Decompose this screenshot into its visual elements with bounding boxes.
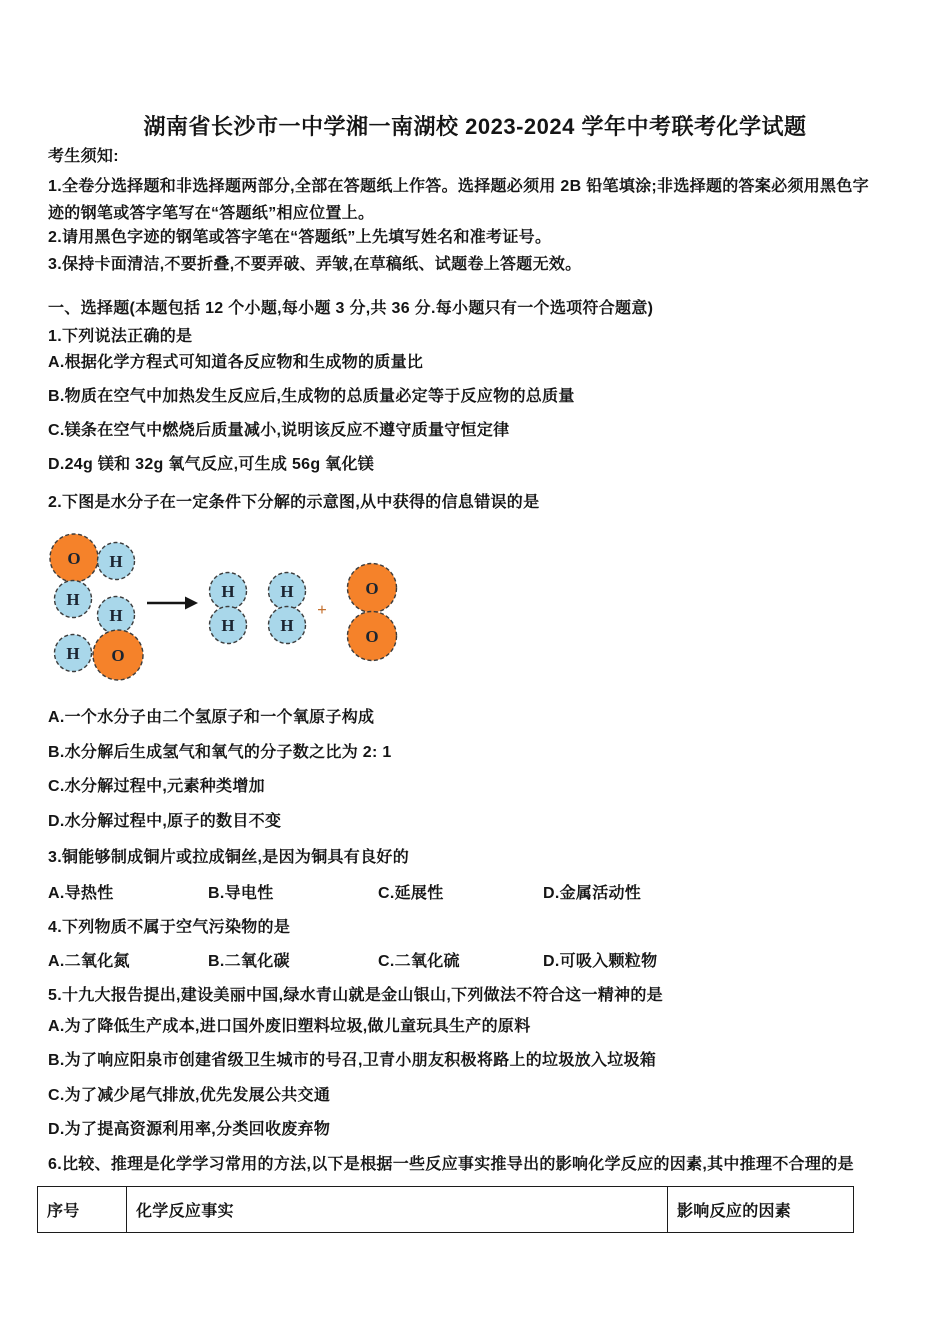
- question-1-option-b: B.物质在空气中加热发生反应后,生成物的总质量必定等于反应物的总质量: [48, 388, 575, 405]
- question-6-table: [37, 1186, 854, 1233]
- question-3-option-a: A.导热性: [48, 885, 114, 902]
- question-3-options-row: [48, 883, 908, 905]
- plus-sign: +: [317, 599, 327, 619]
- svg-text:H: H: [66, 643, 80, 663]
- question-5-option-b: B.为了响应阳泉市创建省级卫生城市的号召,卫青小朋友积极将路上的垃圾放入垃圾箱: [48, 1052, 657, 1069]
- question-5-stem: 5.十九大报告提出,建设美丽中国,绿水青山就是金山银山,下列做法不符合这一精神的是: [48, 987, 663, 1004]
- oxygen-atom: [50, 534, 98, 582]
- table-header-factor: 影响反应的因素: [668, 1187, 854, 1233]
- question-2-option-a: A.一个水分子由二个氢原子和一个氧原子构成: [48, 709, 375, 726]
- svg-text:O: O: [365, 578, 379, 598]
- molecule-diagram-svg: [40, 520, 410, 690]
- question-4-options-row: [48, 951, 908, 973]
- notice-item-1: 1.全卷分选择题和非选择题两部分,全部在答题纸上作答。选择题必须用 2B 铅笔填涂;非选择题的答案必须用黑色字迹的钢笔或答字笔写在“答题纸”相应位置上。: [48, 178, 869, 222]
- oxygen-atom: [348, 612, 397, 661]
- svg-text:H: H: [109, 551, 123, 571]
- question-1-option-d: D.24g 镁和 32g 氧气反应,可生成 56g 氧化镁: [48, 456, 375, 473]
- svg-text:H: H: [66, 589, 80, 609]
- svg-text:O: O: [111, 645, 125, 665]
- question-5-option-c: C.为了减少尾气排放,优先发展公共交通: [48, 1087, 331, 1104]
- question-4-option-d: D.可吸入颗粒物: [543, 953, 658, 970]
- svg-text:O: O: [67, 548, 81, 568]
- svg-text:H: H: [221, 581, 235, 601]
- hydrogen-atom: [269, 607, 306, 644]
- table-header-number: 序号: [38, 1187, 127, 1233]
- svg-text:O: O: [365, 626, 379, 646]
- oxygen-atom: [348, 564, 397, 613]
- question-6-stem: 6.比较、推理是化学学习常用的方法,以下是根据一些反应事实推导出的影响化学反应的因素,其中推理不合理的是: [48, 1156, 854, 1173]
- hydrogen-atom: [210, 573, 247, 610]
- question-5-option-d: D.为了提高资源利用率,分类回收废弃物: [48, 1121, 331, 1138]
- table-header-row: [38, 1187, 854, 1233]
- hydrogen-atom: [269, 573, 306, 610]
- reaction-arrow-head: [185, 597, 198, 610]
- question-3-option-b: B.导电性: [208, 885, 274, 902]
- svg-text:H: H: [280, 581, 294, 601]
- hydrogen-atom: [210, 607, 247, 644]
- question-2-stem: 2.下图是水分子在一定条件下分解的示意图,从中获得的信息错误的是: [48, 494, 540, 511]
- question-2-option-d: D.水分解过程中,原子的数目不变: [48, 813, 282, 830]
- question-2-option-b: B.水分解后生成氢气和氧气的分子数之比为 2: 1: [48, 744, 392, 761]
- hydrogen-atom: [55, 581, 92, 618]
- question-1-stem: 1.下列说法正确的是: [48, 328, 193, 345]
- notice-item-3: 3.保持卡面清洁,不要折叠,不要弄破、弄皱,在草稿纸、试题卷上答题无效。: [48, 256, 582, 273]
- water-decomposition-diagram: [40, 520, 410, 690]
- question-3-stem: 3.铜能够制成铜片或拉成铜丝,是因为铜具有良好的: [48, 849, 409, 866]
- question-4-option-b: B.二氧化碳: [208, 953, 290, 970]
- question-4-option-a: A.二氧化氮: [48, 953, 130, 970]
- section-heading: 一、选择题(本题包括 12 个小题,每小题 3 分,共 36 分.每小题只有一个选项符合题意): [48, 300, 654, 317]
- notice-heading: 考生须知:: [48, 148, 119, 165]
- question-1-option-a: A.根据化学方程式可知道各反应物和生成物的质量比: [48, 354, 424, 371]
- question-4-option-c: C.二氧化硫: [378, 953, 460, 970]
- page-title: 湖南省长沙市一中学湘一南湖校 2023-2024 学年中考联考化学试题: [143, 114, 807, 139]
- svg-text:H: H: [280, 615, 294, 635]
- table-header-fact: 化学反应事实: [127, 1187, 668, 1233]
- hydrogen-atom: [98, 597, 135, 634]
- question-1-option-c: C.镁条在空气中燃烧后质量减小,说明该反应不遵守质量守恒定律: [48, 422, 510, 439]
- svg-text:H: H: [109, 605, 123, 625]
- question-4-stem: 4.下列物质不属于空气污染物的是: [48, 919, 291, 936]
- question-3-option-d: D.金属活动性: [543, 885, 642, 902]
- hydrogen-atom: [98, 543, 135, 580]
- notice-item-2: 2.请用黑色字迹的钢笔或答字笔在“答题纸”上先填写姓名和准考证号。: [48, 229, 552, 246]
- svg-text:H: H: [221, 615, 235, 635]
- oxygen-atom: [93, 630, 143, 680]
- hydrogen-atom: [55, 635, 92, 672]
- question-2-option-c: C.水分解过程中,元素种类增加: [48, 778, 265, 795]
- question-3-option-c: C.延展性: [378, 885, 444, 902]
- question-5-option-a: A.为了降低生产成本,进口国外废旧塑料垃圾,做儿童玩具生产的原料: [48, 1018, 531, 1035]
